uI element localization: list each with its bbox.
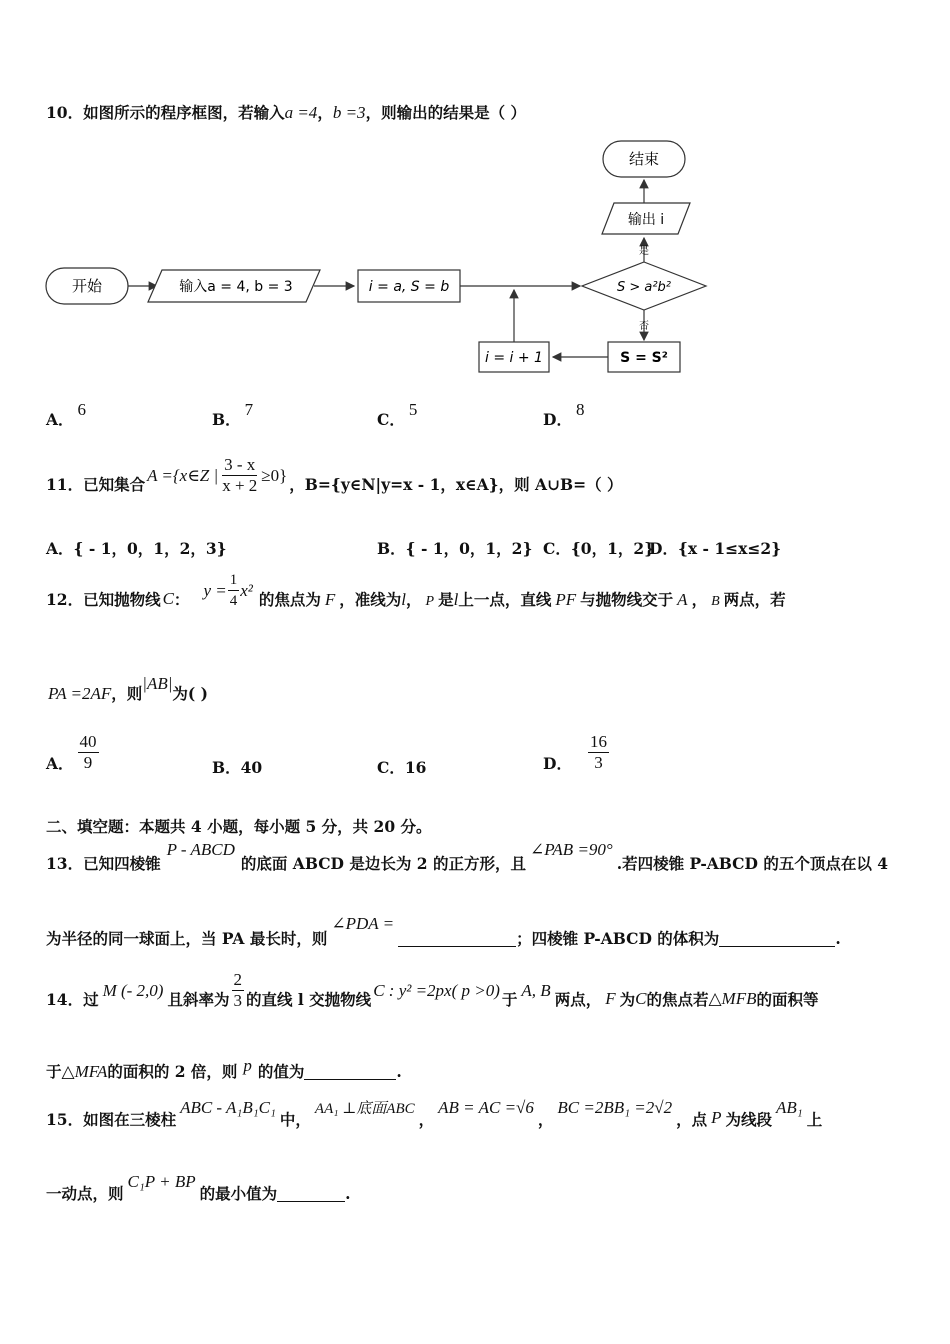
q11-stem: 11．已知集合 A ={x∈Z | $\frac{3 - x}{x + 2}$ ≥0} ，B={y∈N|y=x - 1，x∈A}，则 A∪B=（ ） <box>46 455 623 495</box>
q12-option-a: A． $\frac{40}{9}$ <box>46 732 97 773</box>
q13-stem-line2: 为半径的同一球面上，当 PA 最长时，则∠PDA =；四棱锥 P-ABCD 的体积为 . <box>46 914 841 948</box>
flow-output-label: 输出 i <box>627 212 665 228</box>
q14-blank[interactable] <box>304 1063 396 1080</box>
q10-option-d: D．8 <box>543 400 585 429</box>
flow-condition-label: S > a²b² <box>616 280 672 295</box>
q14-stem-line2: 于△MFA的面积的 2 倍，则 p 的值为 . <box>46 1056 402 1081</box>
q15-stem-line1: 15．如图在三棱柱ABC - A₁B₁C₁中，AA₁ ⊥底面ABC，AB = AC =√6，BC =2BB₁ =2√2，点 P 为线段AB₁上 <box>46 1098 823 1129</box>
q12-fraction: $\frac{1}{4}$ <box>229 572 238 609</box>
q12-stem-line2: PA =2AF，则|AB|为( ) <box>48 674 208 703</box>
flow-input-label: 输入a = 4, b = 3 <box>179 279 293 295</box>
q13-blank-volume[interactable] <box>719 930 835 947</box>
flow-start-label: 开始 <box>71 277 103 295</box>
q10-option-b: B．7 <box>212 400 254 429</box>
q15-blank[interactable] <box>277 1185 345 1202</box>
q15-stem-line2: 一动点，则C₁P + BP的最小值为 . <box>46 1172 351 1203</box>
q13-blank-angle[interactable] <box>398 930 516 947</box>
flow-assign-label: i = a, S = b <box>368 279 450 295</box>
section-heading: 二、填空题：本题共 4 小题，每小题 5 分，共 20 分。 <box>46 817 432 836</box>
q13-stem-line1: 13．已知四棱锥P - ABCD的底面 ABCD 是边长为 2 的正方形，且∠PAB =90°.若四棱锥 P-ABCD 的五个顶点在以 4 <box>46 840 889 873</box>
q12-option-b: B．40 <box>212 758 263 777</box>
q10-stem: 10．如图所示的程序框图，若输入a =4，b =3，则输出的结果是（ ） <box>46 103 526 122</box>
q14-stem-line1: 14．过 M (- 2,0) 且斜率为 $\frac{2}{3}$ 的直线 l 交抛物线 C : y² =2px( p >0) 于 A, B 两点， F 为 C 的焦点若 △MFB 的面积等 <box>46 970 819 1010</box>
q12-option-d: D． $\frac{16}{3}$ <box>543 732 607 773</box>
q12-option-c: C．16 <box>377 758 427 777</box>
flow-increment-label: i = i + 1 <box>485 350 543 366</box>
q11-option-b: B．{ - 1，0，1，2} <box>377 539 533 558</box>
q11-fraction: $\frac{3 - x}{x + 2}$ <box>222 455 258 495</box>
q11-option-d: D．{x - 1≤x≤2} <box>649 539 782 558</box>
q12-stem-line1: 12．已知抛物线 C ： y = $\frac{1}{4}$ x² 的焦点为 F ，准线为l， P 是l上一点，直线 PF 与抛物线交于 A ， B 两点，若 <box>46 572 786 609</box>
q11-option-c: C．{0，1，2} <box>543 539 655 558</box>
flow-no-label: 否 <box>639 321 649 332</box>
flowchart <box>0 130 950 380</box>
q14-slope-fraction: $\frac{2}{3}$ <box>233 970 242 1010</box>
q12-line1-text: 的焦点为 F ，准线为l， P 是l上一点，直线 PF 与抛物线交于 A ， B 两点，若 <box>258 589 786 609</box>
flow-yes-label: 是 <box>639 246 649 257</box>
q10-option-c: C．5 <box>377 400 418 429</box>
flow-square-label: S = S² <box>620 350 668 366</box>
flow-end-label: 结束 <box>628 150 660 168</box>
q10-option-a: A．6 <box>46 400 87 429</box>
q11-option-a: A．{ - 1，0，1，2，3} <box>46 539 227 558</box>
